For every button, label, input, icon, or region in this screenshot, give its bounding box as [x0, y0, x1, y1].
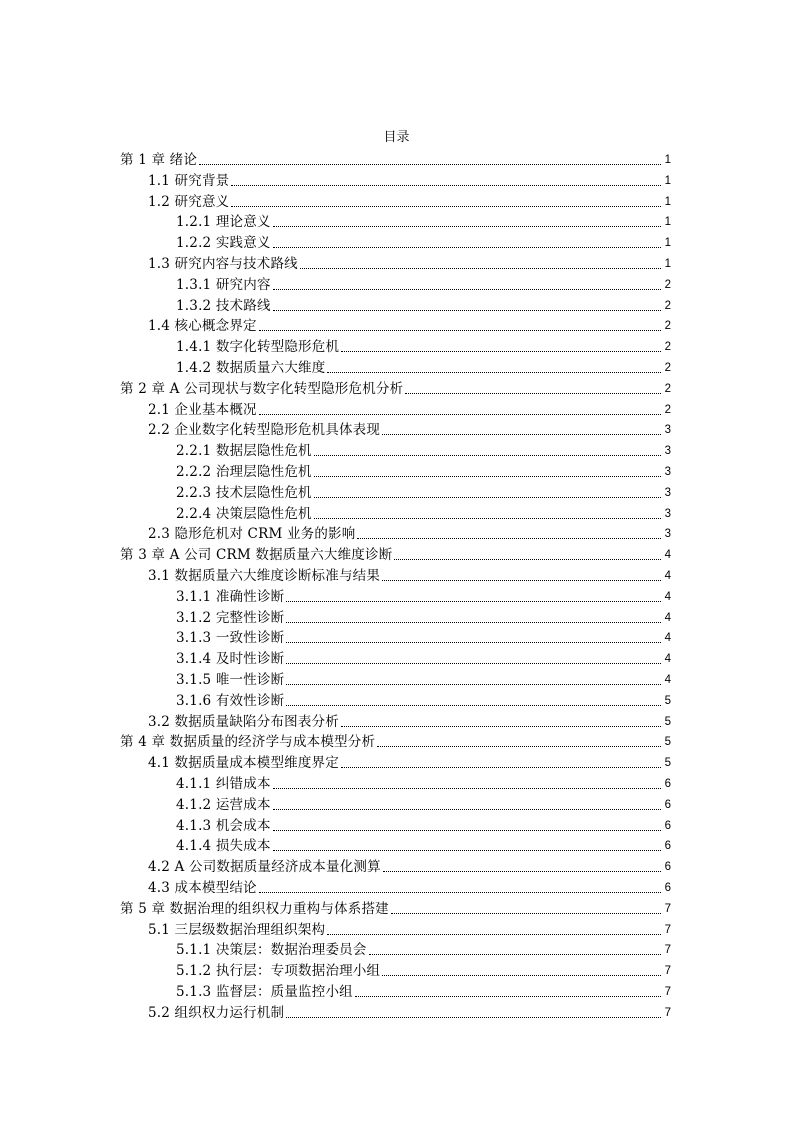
toc-entry-label: 4.1.3 机会成本 — [176, 817, 271, 834]
toc-entry-label: 1.3 研究内容与技术路线 — [148, 256, 298, 272]
dot-leader — [259, 892, 661, 893]
dot-leader — [259, 414, 661, 415]
toc-entry[interactable] — [120, 732, 671, 752]
dot-leader — [273, 830, 661, 831]
toc-entry-page-number: 1 — [664, 195, 671, 208]
dot-leader — [314, 518, 661, 519]
dot-leader — [382, 434, 661, 435]
toc-entry-page-number: 6 — [664, 840, 671, 853]
dot-leader — [286, 622, 661, 623]
toc-entry[interactable] — [176, 233, 671, 253]
toc-entry-page-number: 3 — [664, 507, 671, 520]
toc-entry-label: 1.4.2 数据质量六大维度 — [176, 360, 326, 376]
toc-entry-label: 4.1.4 损失成本 — [176, 838, 271, 855]
toc-entry[interactable] — [148, 712, 671, 732]
dot-leader — [394, 559, 661, 560]
toc-entry[interactable] — [176, 649, 671, 669]
toc-entry-label: 1.3.2 技术路线 — [176, 297, 271, 314]
toc-entry-label: 3.1.3 一致性诊断 — [176, 630, 285, 647]
toc-entry-page-number: 5 — [664, 694, 671, 707]
toc-entry-label: 1.2.1 理论意义 — [176, 214, 271, 231]
dot-leader — [314, 455, 661, 456]
dot-leader — [405, 393, 661, 394]
toc-entry[interactable] — [120, 379, 671, 399]
toc-entry-page-number: 3 — [664, 528, 671, 541]
toc-entry[interactable] — [176, 462, 671, 482]
toc-entry-label: 4.3 成本模型结论 — [148, 880, 257, 896]
toc-entry-label: 4.1.1 纠错成本 — [176, 776, 271, 792]
dot-leader — [273, 850, 661, 851]
toc-entry-label: 第 2 章 A 公司现状与数字化转型隐形危机分析 — [120, 380, 404, 397]
toc-entry-label: 3.2 数据质量缺陷分布图表分析 — [148, 713, 339, 730]
toc-entry-label: 1.2 研究意义 — [148, 193, 230, 210]
toc-entry[interactable] — [148, 171, 671, 191]
toc-entry[interactable] — [176, 504, 671, 524]
toc-title: 目录 — [383, 130, 410, 145]
toc-entry-label: 2.2.2 治理层隐性危机 — [176, 464, 312, 480]
toc-entry-page-number: 6 — [664, 778, 671, 790]
toc-entry[interactable] — [148, 857, 671, 877]
toc-entry-page-number: 1 — [664, 258, 671, 270]
toc-entry-label: 5.1 三层级数据治理组织架构 — [148, 921, 326, 938]
dot-leader — [391, 913, 661, 914]
toc-entry-label: 2.2.1 数据层隐性危机 — [176, 443, 312, 460]
toc-entry-page-number: 2 — [664, 278, 671, 291]
toc-entry[interactable] — [176, 608, 671, 628]
toc-entry-label: 2.2 企业数字化转型隐形危机具体表现 — [148, 422, 381, 439]
toc-entry[interactable] — [120, 545, 671, 565]
dot-leader — [273, 310, 661, 311]
toc-entry-page-number: 6 — [664, 819, 671, 832]
toc-entry-label: 3.1.2 完整性诊断 — [176, 609, 285, 626]
toc-entry-page-number: 3 — [664, 445, 671, 458]
toc-entry[interactable] — [176, 358, 671, 378]
toc-entry[interactable] — [176, 275, 671, 295]
toc-entry-label: 1.2.2 实践意义 — [176, 235, 271, 252]
toc-entry-label: 第 5 章 数据治理的组织权力重构与体系搭建 — [120, 900, 389, 917]
toc-entry-page-number: 7 — [664, 902, 671, 915]
toc-entry-page-number: 6 — [664, 882, 671, 894]
toc-entry[interactable] — [176, 483, 671, 503]
dot-leader — [273, 226, 661, 227]
toc-entry-page-number: 1 — [664, 174, 671, 187]
toc-entry-label: 第 1 章 绪论 — [120, 152, 198, 168]
toc-entry[interactable] — [176, 836, 671, 856]
dot-leader — [286, 705, 661, 706]
toc-entry[interactable] — [148, 1003, 671, 1023]
toc-entry[interactable] — [176, 961, 671, 981]
toc-entry[interactable] — [148, 524, 671, 544]
dot-leader — [341, 767, 661, 768]
toc-entry-label: 3.1.4 及时性诊断 — [176, 651, 285, 668]
toc-entry-page-number: 2 — [664, 362, 671, 374]
dot-leader — [314, 497, 661, 498]
toc-entry-page-number: 5 — [664, 715, 671, 728]
toc-entry-page-number: 3 — [664, 466, 671, 478]
dot-leader — [377, 746, 661, 747]
toc-entry-page-number: 7 — [664, 1006, 671, 1019]
dot-leader — [286, 1017, 661, 1018]
toc-entry-page-number: 1 — [664, 237, 671, 250]
toc-entry[interactable] — [148, 316, 671, 336]
toc-entry-page-number: 3 — [664, 424, 671, 437]
toc-entry-page-number: 2 — [664, 403, 671, 416]
toc-entry-page-number: 4 — [664, 611, 671, 624]
toc-entry[interactable] — [176, 587, 671, 607]
toc-entry[interactable] — [148, 192, 671, 212]
dot-leader — [286, 684, 661, 685]
toc-entry[interactable] — [148, 920, 671, 940]
toc-entry-label: 1.1 研究背景 — [148, 172, 230, 189]
toc-entry-label: 4.1 数据质量成本模型维度界定 — [148, 755, 339, 772]
toc-entry[interactable] — [176, 670, 671, 690]
dot-leader — [382, 975, 661, 976]
toc-entry-page-number: 6 — [664, 798, 671, 811]
toc-entry-label: 第 4 章 数据质量的经济学与成本模型分析 — [120, 734, 376, 751]
toc-entry[interactable] — [176, 940, 671, 960]
toc-entry-page-number: 3 — [664, 486, 671, 499]
dot-leader — [286, 601, 661, 602]
toc-entry[interactable] — [176, 691, 671, 711]
toc-entry-label: 4.1.2 运营成本 — [176, 796, 271, 813]
toc-entry[interactable] — [120, 899, 671, 919]
toc-entry[interactable] — [148, 254, 671, 274]
dot-leader — [314, 476, 661, 477]
dot-leader — [383, 871, 661, 872]
toc-entry-label: 4.2 A 公司数据质量经济成本量化测算 — [148, 859, 381, 876]
toc-entry-label: 3.1.6 有效性诊断 — [176, 692, 285, 709]
toc-entry[interactable] — [176, 441, 671, 461]
toc-entry-label: 5.1.1 决策层：数据治理委员会 — [176, 942, 367, 959]
toc-entry-label: 3.1.1 准确性诊断 — [176, 588, 285, 605]
toc-entry[interactable] — [176, 982, 671, 1002]
toc-entry-page-number: 4 — [664, 590, 671, 603]
toc-entry-page-number: 1 — [664, 216, 671, 229]
toc-entry-page-number: 7 — [664, 944, 671, 957]
toc-entry-page-number: 4 — [664, 549, 671, 562]
toc-entry[interactable] — [148, 400, 671, 420]
toc-entry[interactable] — [176, 337, 671, 357]
toc-entry-label: 1.3.1 研究内容 — [176, 276, 271, 293]
toc-entry-page-number: 2 — [664, 320, 671, 333]
dot-leader — [273, 788, 661, 789]
toc-entry[interactable] — [148, 420, 671, 440]
toc-entry-label: 2.2.3 技术层隐性危机 — [176, 484, 312, 501]
toc-entry-label: 5.2 组织权力运行机制 — [148, 1004, 285, 1021]
toc-entry-page-number: 4 — [664, 632, 671, 645]
dot-leader — [259, 330, 661, 331]
toc-entry[interactable] — [148, 753, 671, 773]
toc-entry[interactable] — [176, 795, 671, 815]
toc-entry-page-number: 7 — [664, 986, 671, 998]
toc-entry-page-number: 4 — [664, 570, 671, 582]
dot-leader — [286, 663, 661, 664]
toc-entry[interactable] — [176, 628, 671, 648]
dot-leader — [273, 289, 661, 290]
toc-entry-page-number: 5 — [664, 736, 671, 749]
toc-entry-label: 5.1.3 监督层：质量监控小组 — [176, 984, 353, 1000]
toc-entry-label: 3.1 数据质量六大维度诊断标准与结果 — [148, 568, 381, 584]
dot-leader — [382, 580, 661, 581]
dot-leader — [341, 351, 661, 352]
toc-entry[interactable] — [176, 296, 671, 316]
toc-entry-label: 1.4 核心概念界定 — [148, 318, 257, 335]
toc-entry-label: 2.1 企业基本概况 — [148, 401, 257, 418]
toc-entry-page-number: 2 — [664, 299, 671, 312]
toc-entry[interactable] — [120, 150, 671, 170]
toc-entry[interactable] — [148, 878, 671, 898]
dot-leader — [327, 372, 661, 373]
toc-entry-label: 2.2.4 决策层隐性危机 — [176, 505, 312, 522]
toc-entry-page-number: 4 — [664, 653, 671, 666]
toc-entry-page-number: 2 — [664, 382, 671, 395]
dot-leader — [286, 642, 661, 643]
toc-entry-page-number: 1 — [664, 154, 671, 166]
dot-leader — [199, 164, 661, 165]
toc-entry-page-number: 5 — [664, 757, 671, 770]
dot-leader — [231, 206, 661, 207]
toc-entry-page-number: 4 — [664, 674, 671, 686]
toc-entry-page-number: 7 — [664, 923, 671, 936]
toc-entry-label: 2.3 隐形危机对 CRM 业务的影响 — [148, 526, 356, 543]
dot-leader — [355, 996, 661, 997]
toc-entry-label: 1.4.1 数字化转型隐形危机 — [176, 339, 340, 356]
dot-leader — [327, 934, 661, 935]
toc-entry-label: 5.1.2 执行层：专项数据治理小组 — [176, 963, 381, 980]
toc-entry[interactable] — [176, 212, 671, 232]
toc-entry-label: 第 3 章 A 公司 CRM 数据质量六大维度诊断 — [120, 547, 393, 564]
dot-leader — [273, 809, 661, 810]
toc-entry-label: 3.1.5 唯一性诊断 — [176, 672, 285, 688]
dot-leader — [357, 538, 661, 539]
dot-leader — [300, 268, 661, 269]
toc-entry-page-number: 6 — [664, 861, 671, 874]
toc-entry[interactable] — [148, 566, 671, 586]
toc-entry-page-number: 7 — [664, 965, 671, 978]
dot-leader — [231, 185, 661, 186]
dot-leader — [273, 247, 661, 248]
toc-entry[interactable] — [176, 774, 671, 794]
dot-leader — [369, 954, 661, 955]
toc-entry-page-number: 2 — [664, 341, 671, 354]
dot-leader — [341, 726, 661, 727]
toc-entry[interactable] — [176, 816, 671, 836]
